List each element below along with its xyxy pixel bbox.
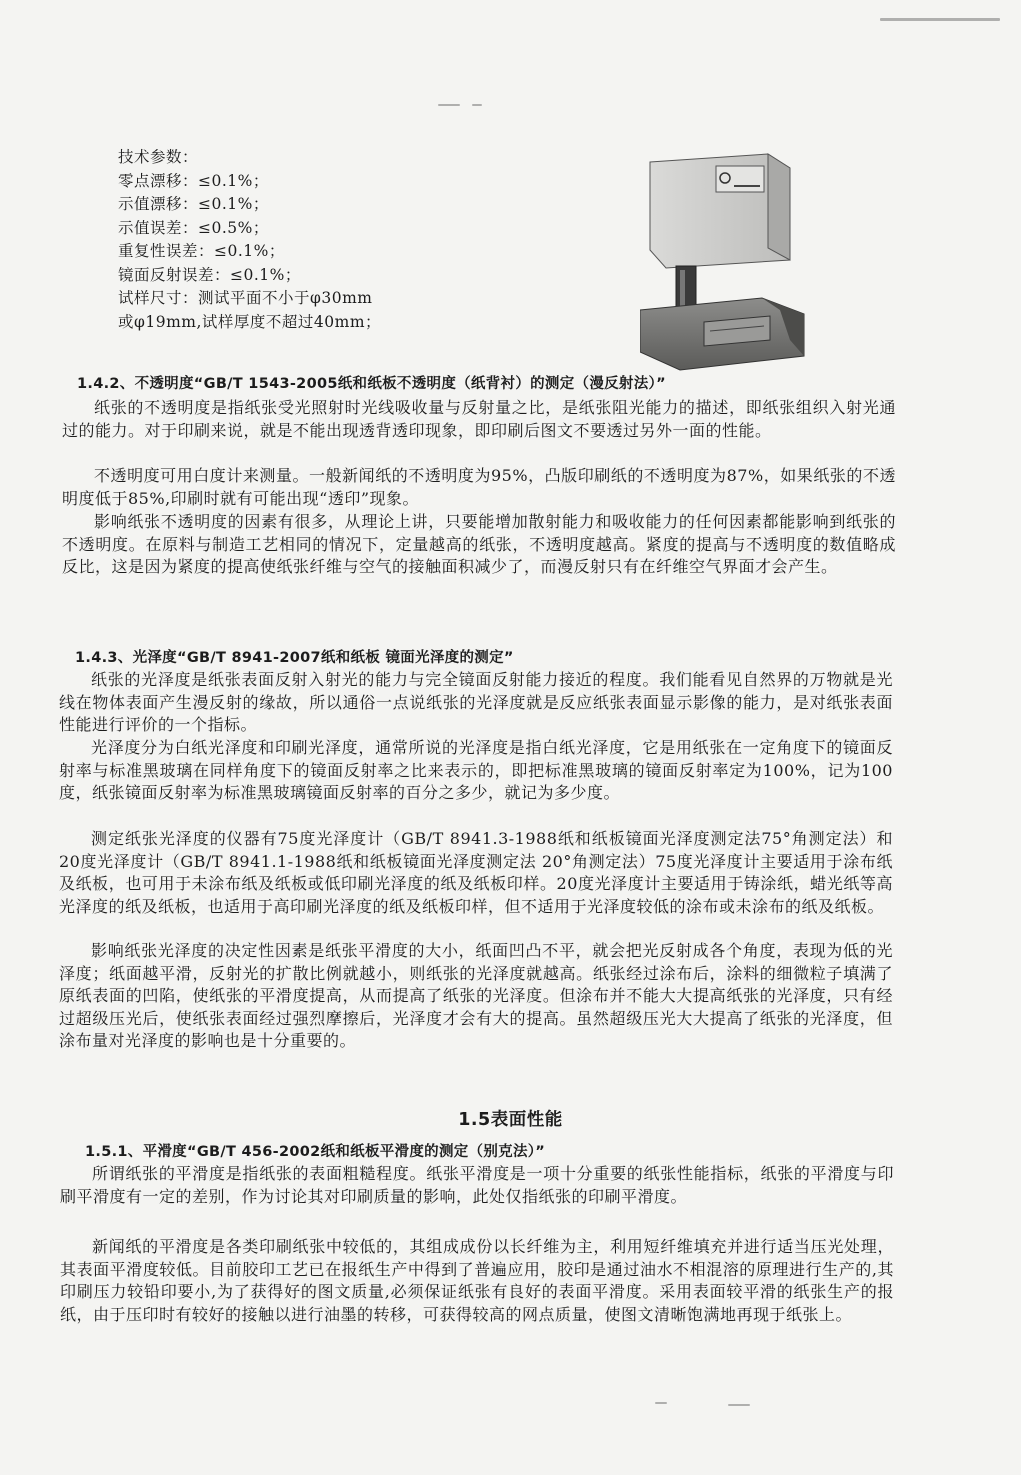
paragraph: 所谓纸张的平滑度是指纸张的表面粗糙程度。纸张平滑度是一项十分重要的纸张性能指标，纸张的平滑度与印刷平滑度有一定的差别，作为讨论其对印刷质量的影响，此处仅指纸张的印刷平滑度。 [60,1164,894,1206]
scan-dash [655,1402,667,1404]
scan-streak [880,18,1000,21]
specs-line: 示值漂移：≤0.1%； [118,195,269,213]
paragraph: 新闻纸的平滑度是各类印刷纸张中较低的，其组成成份以长纤维为主，利用短纤维填充并进行适当压光处理，其表面平滑度较低。目前胶印工艺已在报纸生产中得到了普遍应用，胶印是通过油水不相混溶的原理进行生产的,其印刷压力较铅印要小,为了获得好的图文质量,必须保证纸张有良好的表面平滑度。采用表面较平滑的纸张生产的报纸，由于压印时有较好的接触以进行油墨的转移，可获得较高的网点质量，使图文清晰饱满地再现于纸张上。 [60,1237,894,1324]
scan-dash [472,104,482,106]
specs-line: 零点漂移：≤0.1%； [118,171,269,190]
specs-line: 或φ19mm,试样厚度不超过40mm； [118,312,382,331]
specs-line: 示值误差：≤0.5%； [118,218,269,237]
specs-line: 技术参数： [118,148,199,166]
heading-1-5-1: 1.5.1、平滑度“GB/T 456-2002纸和纸板平滑度的测定（别克法）” [85,1144,546,1160]
specs-line: 试样尺寸：测试平面不小于φ30mm [118,289,373,307]
paragraph: 影响纸张光泽度的决定性因素是纸张平滑度的大小，纸面凹凸不平，就会把光反射成各个角度，表现为低的光泽度；纸面越平滑，反射光的扩散比例就越小，则纸张的光泽度就越高。纸张经过涂布后，涂料的细微粒子填满了原纸表面的凹陷，使纸张的平滑度提高，从而提高了纸张的光泽度。但涂布并不能大大提高纸张的光泽度，只有经过超级压光后，使纸张表面经过强烈摩擦后，光泽度才会有大的提高。虽然超级压光大大提高了纸张的光泽度，但涂布量对光泽度的影响也是十分重要的。 [59,941,893,1051]
paragraph: 影响纸张不透明度的因素有很多，从理论上讲，只要能增加散射能力和吸收能力的任何因素都能影响到纸张的不透明度。在原料与制造工艺相同的情况下，定量越高的纸张，不透明度越高。紧度的提高与不透明度的数值略成反比，这是因为紧度的提高使纸张纤维与空气的接触面积减少了，而漫反射只有在纤维空气界面才会产生。 [62,512,896,577]
heading-1-4-3: 1.4.3、光泽度“GB/T 8941-2007纸和纸板 镜面光泽度的测定” [75,650,514,666]
specs-line: 镜面反射误差：≤0.1%； [118,265,301,284]
gloss-meter-photo [640,150,816,372]
specs-line: 重复性误差：≤0.1%； [118,242,285,260]
heading-1-4-2: 1.4.2、不透明度“GB/T 1543-2005纸和纸板不透明度（纸背衬）的测定（漫反射法）” [77,376,666,392]
section-title-1-5: 1.5表面性能 [458,1110,563,1130]
scan-dash [728,1404,750,1406]
paragraph: 不透明度可用白度计来测量。一般新闻纸的不透明度为95%，凸版印刷纸的不透明度为87%，如果纸张的不透明度低于85%,印刷时就有可能出现“透印”现象。 [62,466,896,508]
scan-dash [438,104,460,106]
paragraph: 测定纸张光泽度的仪器有75度光泽度计（GB/T 8941.3-1988纸和纸板镜面光泽度测定法75°角测定法）和20度光泽度计（GB/T 8941.1-1988纸和纸板镜面光泽度测定法 20°角测定法）75度光泽度计主要适用于涂布纸及纸板，也可用于未涂布纸及纸板或低印刷光泽度的纸及纸板印样。20度光泽度计主要适用于铸涂纸，蜡光纸等高光泽度的纸及纸板，也适用于高印刷光泽度的纸及纸板印样，但不适用于光泽度较低的涂布或未涂布的纸及纸板。 [59,829,893,916]
paragraph: 光泽度分为白纸光泽度和印刷光泽度，通常所说的光泽度是指白纸光泽度，它是用纸张在一定角度下的镜面反射率与标准黑玻璃在同样角度下的镜面反射率之比来表示的，即把标准黑玻璃的镜面反射率定为100%，记为100度，纸张镜面反射率为标准黑玻璃镜面反射率的百分之多少，就记为多少度。 [59,738,893,803]
tech-specs [118,146,548,334]
paragraph: 纸张的不透明度是指纸张受光照射时光线吸收量与反射量之比，是纸张阻光能力的描述，即纸张组织入射光通过的能力。对于印刷来说，就是不能出现透背透印现象，即印刷后图文不要透过另外一面的性能。 [62,398,896,440]
paragraph: 纸张的光泽度是纸张表面反射入射光的能力与完全镜面反射能力接近的程度。我们能看见自然界的万物就是光线在物体表面产生漫反射的缘故，所以通俗一点说纸张的光泽度就是反应纸张表面显示影像的能力，是对纸张表面性能进行评价的一个指标。 [59,670,893,735]
